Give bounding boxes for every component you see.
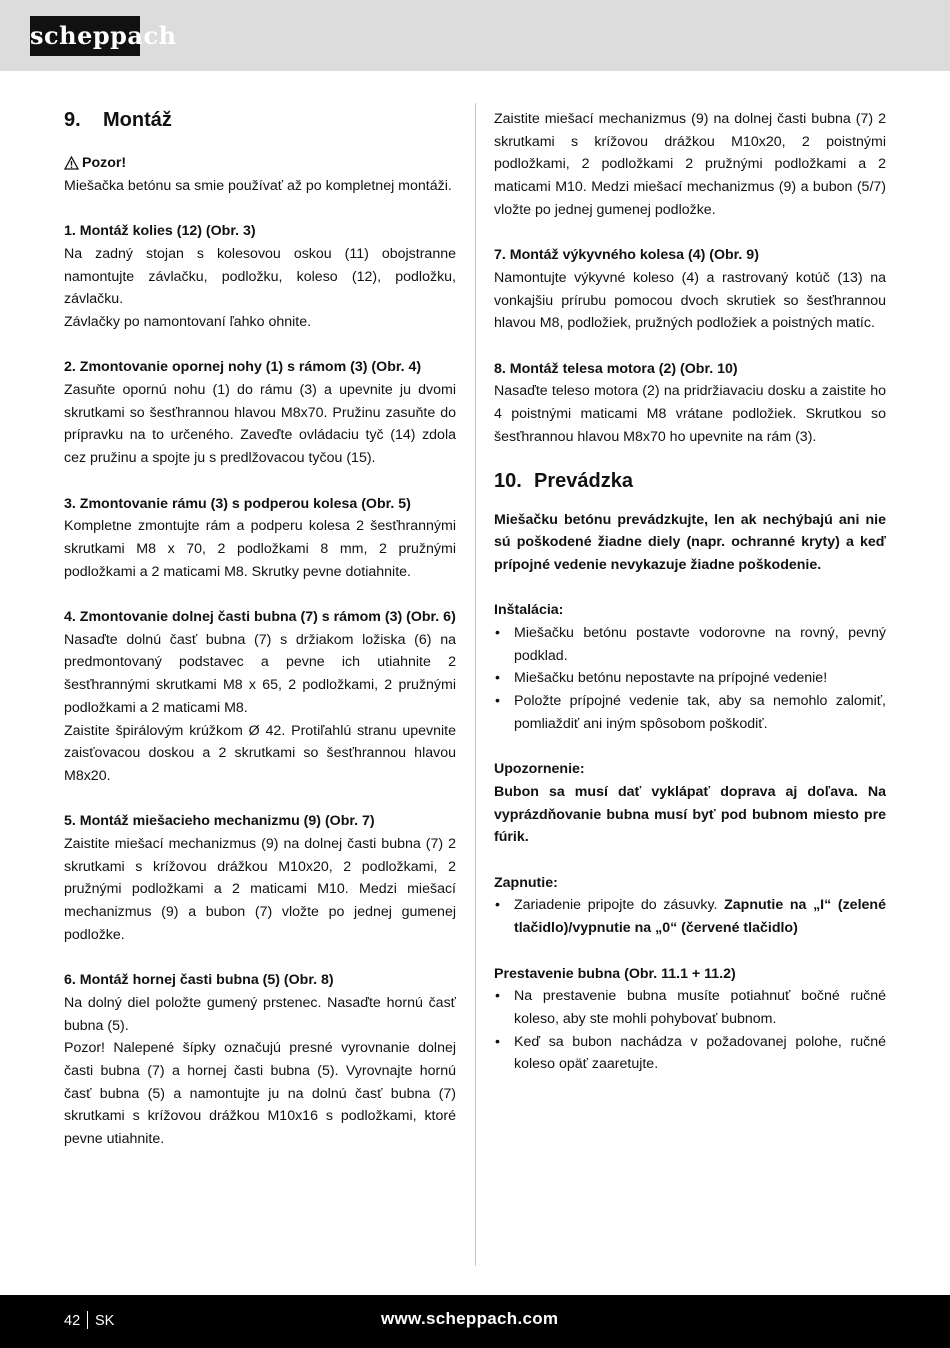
step-8-title: 8. Montáž telesa motora (2) (Obr. 10) <box>494 360 738 377</box>
step-2-text: Zasuňte opornú nohu (1) do rámu (3) a upevnite ju dvomi skrutkami so šesťhrannou hlavou M8x70. Pružinu zasuňte do prípravku na to určeného. Zaveďte ovládaciu tyč (14) zdola cez pružinu a spojte ju s predlžovacou tyčou (15). <box>64 382 456 467</box>
website-link[interactable]: www.scheppach.com <box>381 1309 559 1328</box>
drum-adjust-list <box>494 985 886 1076</box>
section-9-heading <box>64 108 456 132</box>
column-divider <box>475 103 476 1266</box>
step-1-title: 1. Montáž kolies (12) (Obr. 3) <box>64 223 256 240</box>
step-7-title: 7. Montáž výkyvného kolesa (4) (Obr. 9) <box>494 247 759 264</box>
scheppach-logo: scheppach <box>30 16 140 56</box>
section-10-number: 10. <box>494 469 522 492</box>
step-7-text: Namontujte výkyvné koleso (4) a rastrovaný kotúč (13) na vonkajšiu prírubu pomocou dvoch skrutiek so šesťhrannou hlavou M8, podložiek, pružných podložiek a poistných matíc. <box>494 269 886 332</box>
step-6-note: Pozor! Nalepené šípky označujú presné vyrovnanie dolnej časti bubna (7) a hornej časti bubna (5). Vyrovnajte hornú časť bubna (5) a namontujte ju na dolnú časť bubna (7) skrutkami s krížovou drážkou M10x16 s podložkami, ktoré pevne utiahnite. <box>64 1040 456 1148</box>
left-column <box>64 108 456 1151</box>
caution-label: Pozor! <box>82 155 127 171</box>
list-item: • Keď sa bubon nachádza v požadovanej polohe, ručné koleso opäť zaaretujte. <box>494 1031 886 1076</box>
switch-on-list <box>494 894 886 939</box>
step-3-text: Kompletne zmontujte rám a podperu kolesa 2 šesťhrannými skrutkami M8 x 70, 2 podložkami 8 mm, 2 pružnými podložkami a 2 maticami M8. Skrutky pevne dotiahnite. <box>64 518 456 580</box>
step-4-text: Nasaďte dolnú časť bubna (7) s držiakom ložiska (6) na predmontovaný podstavec a pevne ich utiahnite 2 šesťhrannými skrutkami M8 x 65, 2 podložkami, 2 pružnými podložkami a 2 maticami M8. <box>64 631 456 716</box>
page-number: 42 <box>64 1313 81 1329</box>
step-4-note: Zaistite špirálovým krúžkom Ø 42. Protiľahlú stranu upevnite zaisťovacou doskou a 2 skrutkami so šesťhrannou hlavou M8x20. <box>64 722 456 784</box>
step-1-note: Závlačky po namontovaní ľahko ohnite. <box>64 313 312 330</box>
page-separator <box>87 1311 88 1329</box>
footer-band <box>0 1295 950 1348</box>
warning-icon <box>64 156 79 170</box>
list-item: • Položte prípojné vedenie tak, aby sa nemohlo zalomiť, pomliaždiť ani iným spôsobom poškodiť. <box>494 690 886 735</box>
installation-title: Inštalácia: <box>494 602 564 619</box>
mixing-mechanism-continued: Zaistite miešací mechanizmus (9) na dolnej časti bubna (7) 2 skrutkami s krížovou drážkou M10x20, 2 poistnými podložkami, 2 podložkami 2 pružnými podložkami a 2 maticami M10. Medzi miešací mechanizmus (9) a bubon (5/7) vložte po jednej gumenej podložke. <box>494 111 886 218</box>
right-column <box>494 108 886 1076</box>
notice-text: Bubon sa musí dať vyklápať doprava aj doľava. Na vyprázdňovanie bubna musí byť pod bubnom miesto pre fúrik. <box>494 783 886 846</box>
section-9-number: 9. <box>64 109 81 131</box>
step-1-text: Na zadný stojan s kolesovou oskou (11) obojstranne namontujte závlačku, podložku, koleso (12), podložku, závlačku. <box>64 245 456 308</box>
switch-on-bold: Zapnutie na „I“ (zelené tlačidlo)/vypnutie na „0“ (červené tlačidlo) <box>514 897 886 937</box>
step-2-title: 2. Zmontovanie opornej nohy (1) s rámom (3) (Obr. 4) <box>64 359 422 376</box>
drum-adjust-title: Prestavenie bubna (Obr. 11.1 + 11.2) <box>494 965 736 982</box>
caution-text: Miešačka betónu sa smie používať až po kompletnej montáži. <box>64 177 452 194</box>
list-item <box>494 894 886 939</box>
section-9-title: Montáž <box>103 109 172 131</box>
step-6-text: Na dolný diel položte gumený prstenec. Nasaďte hornú časť bubna (5). <box>64 994 456 1034</box>
notice-title: Upozornenie: <box>494 761 585 778</box>
language-code: SK <box>95 1313 115 1329</box>
step-5-text: Zaistite miešací mechanizmus (9) na dolnej časti bubna (7) 2 skrutkami s krížovou drážkou M10x20, 2 podložkami, 2 pružnými podložkami a 2 maticami M10. Medzi miešací mechanizmus (9) a bubon (7) vložte po jednej gumenej podložke. <box>64 836 456 943</box>
switch-on-plain: Zariadenie pripojte do zásuvky. <box>514 897 718 914</box>
caution-label-row <box>64 152 456 175</box>
switch-on-title: Zapnutie: <box>494 874 558 891</box>
list-item: • Na prestavenie bubna musíte potiahnuť bočné ručné koleso, aby ste mohli pohybovať bubnom. <box>494 985 886 1030</box>
list-item: • Miešačku betónu postavte vodorovne na rovný, pevný podklad. <box>494 622 886 667</box>
operation-intro: Miešačku betónu prevádzkujte, len ak nechýbajú ani nie sú poškodené žiadne diely (napr. ochranné kryty) a keď prípojné vedenie nevykazuje žiadne poškodenie. <box>494 511 886 573</box>
step-8-text: Nasaďte teleso motora (2) na pridržiavaciu dosku a zaistite ho 4 poistnými maticami M8 vrátane podložiek. Skrutkou so šesťhrannou hlavou M8x70 ho upevnite na rám (3). <box>494 383 886 445</box>
step-6-title: 6. Montáž hornej časti bubna (5) (Obr. 8) <box>64 972 334 989</box>
step-5-title: 5. Montáž miešacieho mechanizmu (9) (Obr. 7) <box>64 813 375 830</box>
installation-list <box>494 622 886 736</box>
step-3-title: 3. Zmontovanie rámu (3) s podperou kolesa (Obr. 5) <box>64 495 411 512</box>
section-10-title: Prevádzka <box>534 469 633 492</box>
list-item: • Miešačku betónu nepostavte na prípojné vedenie! <box>494 667 886 690</box>
section-10-heading <box>494 469 886 493</box>
header-band <box>0 0 950 71</box>
step-4-title: 4. Zmontovanie dolnej časti bubna (7) s rámom (3) (Obr. 6) <box>64 609 456 625</box>
